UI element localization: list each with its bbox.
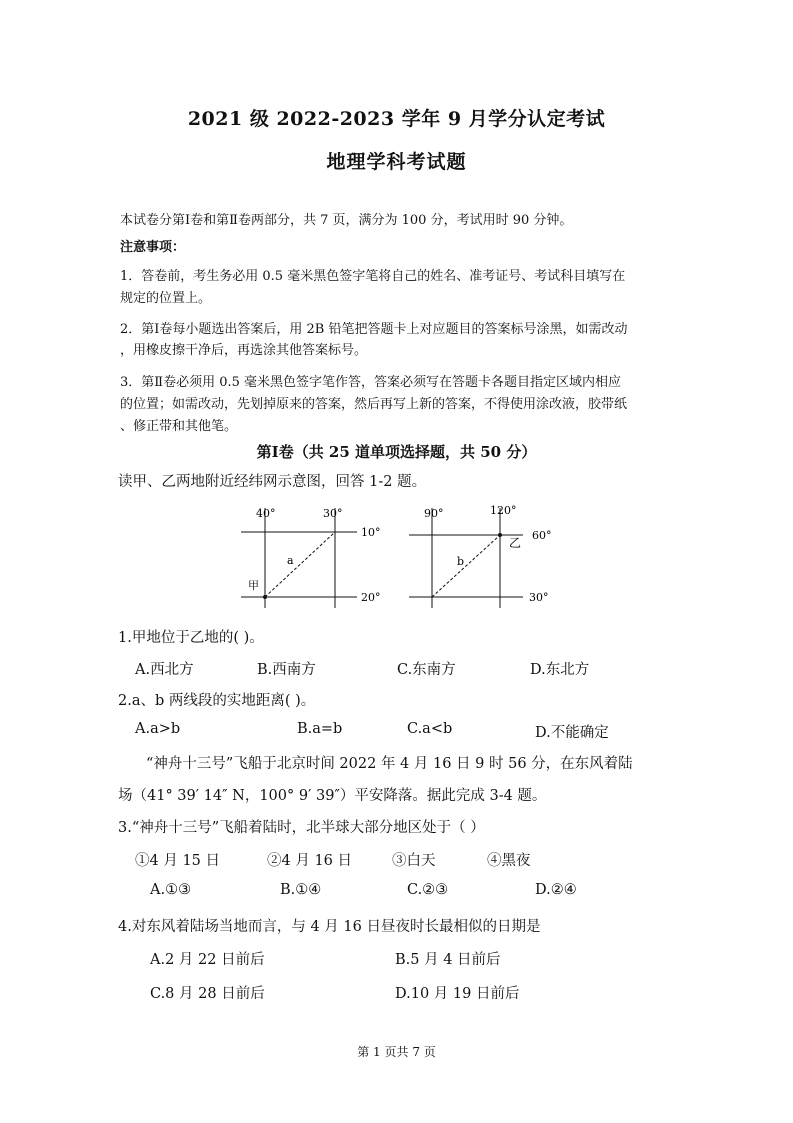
label-lat-60: 60° [532,529,552,542]
q1-option-c: C.东南方 [397,662,456,678]
label-point-jia: 甲 [248,579,259,592]
q4-option-b: B.5 月 4 日前后 [395,952,501,968]
question-stem-1-2: 读甲、乙两地附近经纬网示意图，回答 1-2 题。 [118,474,427,490]
graticule-right [409,508,523,608]
exam-info: 本试卷分第Ⅰ卷和第Ⅱ卷两部分，共 7 页，满分为 100 分，考试用时 90 分钟。 [120,213,573,228]
question-stem-3-4-line-1: “神舟十三号”飞船于北京时间 2022 年 4 月 16 日 9 时 56 分，在东风着陆 [146,756,633,772]
question-3: 3.“神舟十三号”飞船着陆时，北半球大部分地区处于（ ） [118,820,485,836]
q2-option-d: D.不能确定 [535,725,609,741]
point-yi [498,533,502,537]
q3-item-1: ①4 月 15 日 [135,853,221,869]
q2-option-c: C.a<b [407,721,453,737]
note-3-line-1: 3．第Ⅱ卷必须用 0.5 毫米黑色签字笔作答，答案必须写在答题卡各题目指定区域内相应 [120,375,622,390]
label-lat-20: 20° [361,591,381,604]
q2-option-b: B.a=b [297,721,343,737]
graticule-figure [235,502,565,614]
q3-option-c: C.②③ [407,882,449,898]
q4-option-c: C.8 月 28 日前后 [150,986,265,1002]
q3-item-2: ②4 月 16 日 [267,853,353,869]
q3-option-d: D.②④ [535,882,577,898]
note-1-line-1: 1．答卷前，考生务必用 0.5 毫米黑色签字笔将自己的姓名、准考证号、考试科目填写在 [120,269,626,284]
label-lat-10: 10° [361,526,381,539]
q3-option-b: B.①④ [280,882,322,898]
label-lon-90: 90° [424,507,444,520]
q1-option-d: D.东北方 [530,662,590,678]
q3-option-a: A.①③ [150,882,192,898]
label-lon-40: 40° [256,507,276,520]
q1-option-a: A.西北方 [135,662,194,678]
graticule-left [241,508,357,608]
label-lon-120: 120° [490,504,517,517]
q4-option-a: A.2 月 22 日前后 [150,952,265,968]
note-2-line-2: ，用橡皮擦干净后，再选涂其他答案标号。 [120,343,368,358]
page-title: 2021 级 2022-2023 学年 9 月学分认定考试 [187,108,606,130]
question-stem-3-4-line-2: 场（41° 39′ 14″ N，100° 9′ 39″）平安降落。据此完成 3-4 题。 [118,788,547,804]
page-footer: 第 1 页共 7 页 [357,1045,436,1059]
note-1-line-2: 规定的位置上。 [120,291,212,306]
q1-option-b: B.西南方 [257,662,316,678]
label-lat-30: 30° [529,591,549,604]
label-point-yi: 乙 [509,536,522,550]
label-segment-a: a [287,554,294,567]
note-2-line-1: 2．第Ⅰ卷每小题选出答案后，用 2B 铅笔把答题卡上对应题目的答案标号涂黑，如需改动 [120,322,628,337]
question-4: 4.对东风着陆场当地而言，与 4 月 16 日昼夜时长最相似的日期是 [118,919,541,935]
section-title: 第Ⅰ卷（共 25 道单项选择题，共 50 分） [256,443,537,461]
label-segment-b: b [457,555,465,568]
q3-item-4: ④黑夜 [487,853,531,869]
question-2: 2.a、b 两线段的实地距离( )。 [118,693,316,709]
point-jia [263,595,267,599]
notes-title: 注意事项： [120,240,186,255]
q4-option-d: D.10 月 19 日前后 [395,986,520,1002]
label-lon-30: 30° [323,507,343,520]
q3-item-3: ③白天 [392,853,436,869]
note-3-line-3: 、修正带和其他笔。 [120,419,238,434]
note-3-line-2: 的位置；如需改动，先划掉原来的答案，然后再写上新的答案，不得使用涂改液，胶带纸 [120,397,628,412]
page-subtitle: 地理学科考试题 [326,151,467,173]
q2-option-a: A.a>b [135,721,181,737]
question-1: 1.甲地位于乙地的( )。 [118,630,264,646]
